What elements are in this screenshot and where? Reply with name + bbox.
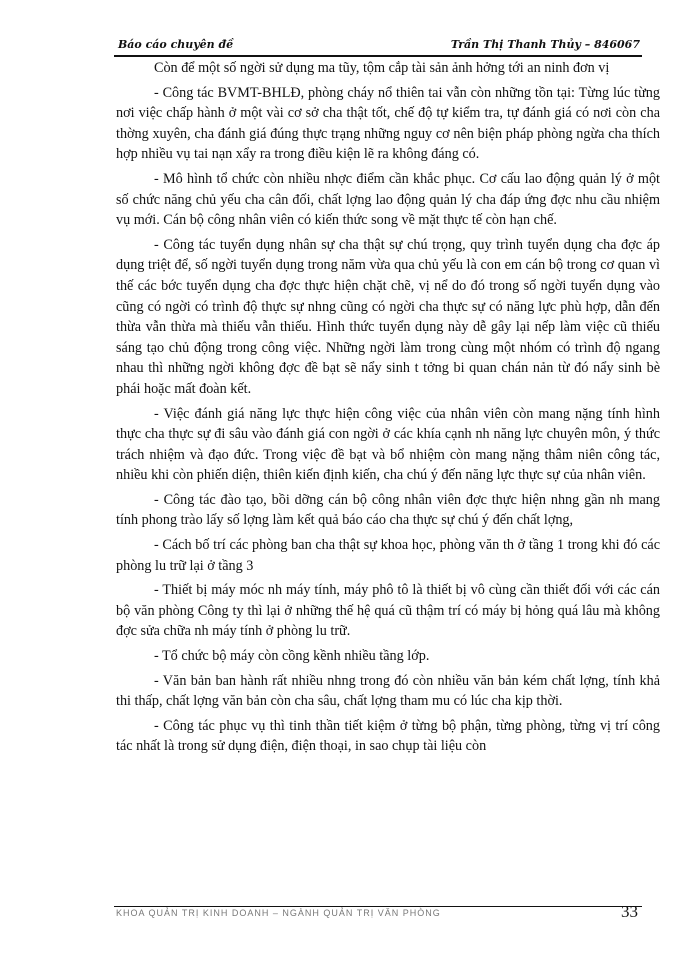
paragraph: - Công tác phục vụ thì tinh thần tiết kiệm ở từng bộ phận, từng phòng, từng vị trí công tác nhất là trong sử dụng điện, điện thoại, in sao chụp tài liệu còn (116, 717, 660, 755)
body-text (116, 58, 660, 761)
header-divider (114, 55, 642, 57)
paragraph: - Việc đánh giá năng lực thực hiện công việc của nhân viên còn mang nặng tính hình thực cha thực sự đi sâu vào đánh giá con ngời ở các khía cạnh nh năng lực chuyên môn, ý thức trách nhiệm và đạo đức. Trong việc đề bạt và bổ nhiệm còn mang nặng thâm niên công tác, nhiều khi còn phiến diện, thiên kiến định kiến, cha chú ý đến năng lực thực sự của nhân viên. (116, 405, 660, 484)
header-title: Báo cáo chuyên đề (118, 38, 234, 51)
paragraph: - Mô hình tổ chức còn nhiều nhợc điểm cần khắc phục. Cơ cấu lao động quản lý ở một số chức năng chủ yếu cha cân đối, chất lợng lao động quản lý cha đáp ứng đợc nhu cầu nhiệm vụ mới. Cán bộ công nhân viên có kiến thức song về mặt thực tế còn hạn chế. (116, 170, 660, 229)
paragraph: - Tổ chức bộ máy còn cồng kềnh nhiều tầng lớp. (154, 648, 430, 665)
paragraph: Còn để một số ngời sử dụng ma tũy, tộm cắp tài sản ảnh hởng tới an ninh đơn vị (154, 60, 610, 76)
footer-department: KHOA QUẢN TRỊ KINH DOANH – NGÀNH QUẢN TRỊ VĂN PHÒNG (116, 908, 441, 918)
paragraph: - Công tác BVMT-BHLĐ, phòng cháy nổ thiên tai vẫn còn những tồn tại: Từng lúc từng nơi việc chấp hành ở một vài cơ sở cha thật tốt, chế độ tự kiểm tra, tự đánh giá có nơi còn cha thờng xuyên, cha đánh giá đúng thực trạng những nguy cơ nên biện pháp phòng ngừa cha thích hợp nhiều vụ tai nạn xẩy ra trong điều kiện lẽ ra không đáng có. (116, 84, 660, 163)
paragraph: - Văn bản ban hành rất nhiều nhng trong đó còn nhiều văn bản kém chất lợng, tính khả thi thấp, chất lợng văn bản còn cha sâu, chất lợng tham mu có lúc cha kịp thời. (116, 672, 660, 710)
paragraph: - Cách bố trí các phòng ban cha thật sự khoa học, phòng văn th ở tầng 1 trong khi đó các phòng lu trữ lại ở tầng 3 (116, 537, 660, 574)
paragraph: - Công tác tuyển dụng nhân sự cha thật sự chú trọng, quy trình tuyển dụng cha đợc áp dụng triệt để, số ngời tuyển dụng trong năm vừa qua chủ yếu là con em cán bộ trong cơ quan vì thế các bớc tuyển dụng cha đợc thực hiện chặt chẽ, vị nể do đó trong số ngời tuyển dụng vào cũng có ngời có trình độ thực sự nhng cũng có ngời cha thực sự có năng lực phù hợp, dẫn đến thừa vẫn thừa mà thiếu vẫn thiếu. Hình thức tuyển dụng này dễ gây lại nếp làm việc cũ thiếu sáng tạo chủ động trong công việc. Những ngời làm trong cùng một nhóm có trình độ ngang nhau thì những ngời không đợc đề bạt sẽ nẩy sinh t tởng bi quan chán nản từ đó nẩy sinh bè phái hoặc mất đoàn kết. (116, 236, 660, 397)
footer-divider (114, 906, 642, 907)
paragraph: - Thiết bị máy móc nh máy tính, máy phô tô là thiết bị vô cùng cần thiết đối với các cán bộ văn phòng Công ty thì lại ở những thế hệ quá cũ thậm trí có máy bị hỏng quá lâu mà không đợc sửa chữa nh máy tính ở phòng lu trữ. (116, 582, 660, 640)
page-number: 33 (621, 902, 638, 921)
paragraph: - Công tác đào tạo, bồi dỡng cán bộ công nhân viên đợc thực hiện nhng gần nh mang tính phong trào lấy số lợng làm kết quả báo cáo cha thực sự chú ý đến chất lợng, (116, 491, 660, 529)
header-author: Trần Thị Thanh Thủy – 846067 (450, 38, 640, 51)
